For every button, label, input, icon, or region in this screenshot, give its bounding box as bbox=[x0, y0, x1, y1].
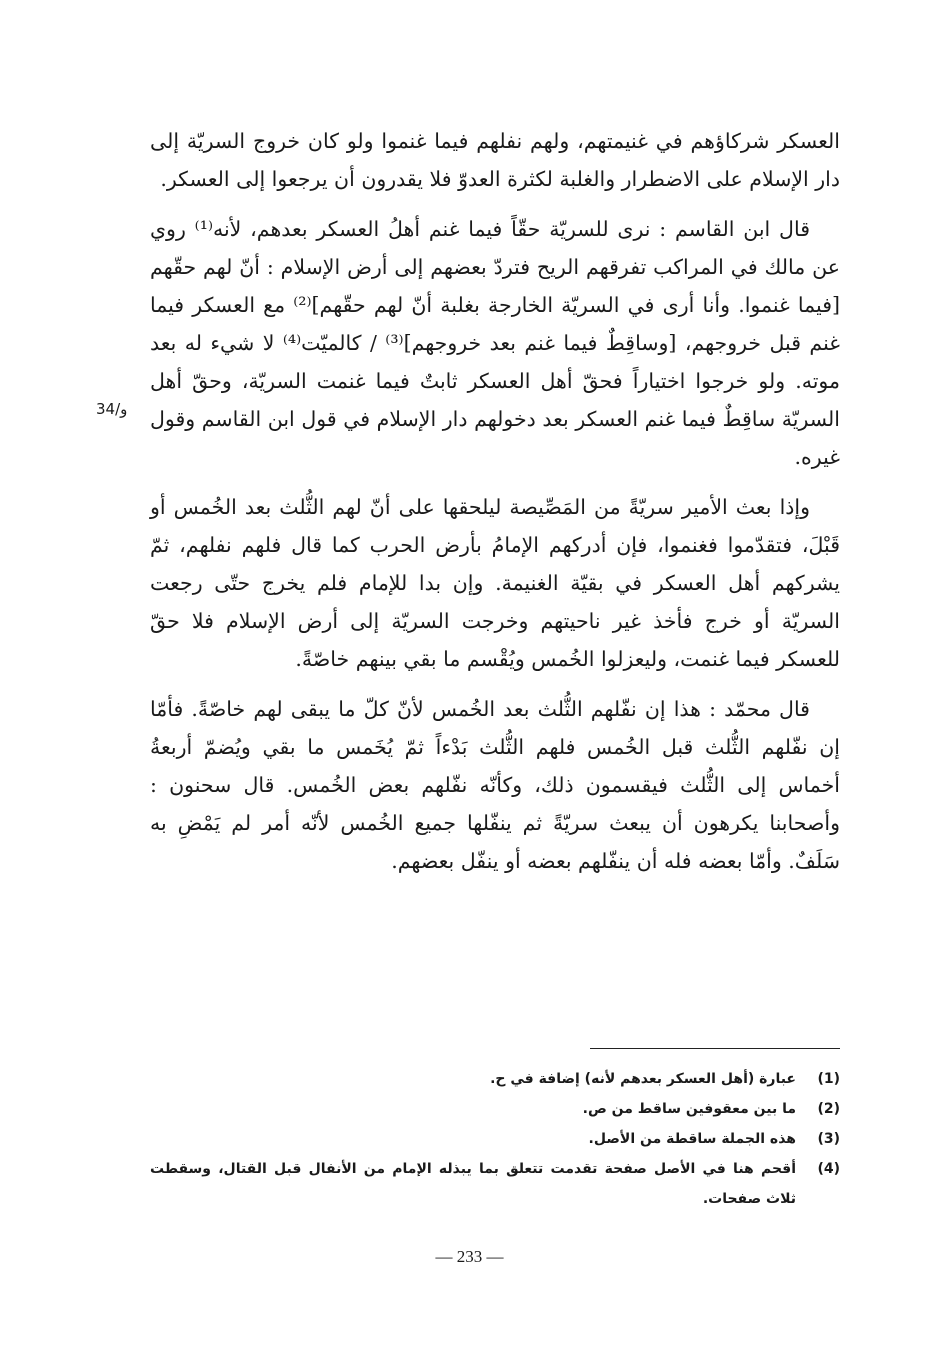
footnote-item bbox=[150, 1094, 840, 1124]
paragraph-3: وإذا بعث الأمير سريّةً من المَصِّيصة ليلحقها على أنّ لهم الثُّلث بعد الخُمس أو قَبْلَ، فتقدّموا فغنموا، فإن أدركهم الإمامُ بأرض الحرب كما قال فلهم نفلهم، ثمّ يشركهم أهل العسكر في بقيّة الغنيمة. وإن بدا للإمام فلم يخرج حتّى رجعت السريّة أو خرج فأخذ غير ناحيتهم وخرجت السريّة إلى أرض الإسلام فلا حقّ للعسكر فيما غنمت، وليعزلوا الخُمس ويُقْسم ما بقي بينهم خاصّةً. bbox=[150, 495, 840, 671]
paragraph-1: العسكر شركاؤهم في غنيمتهم، ولهم نفلهم فيما غنموا ولو كان خروج السريّة إلى دار الإسلام على الاضطرار والغلبة لكثرة العدوّ فلا يقدرون أن يرجعوا إلى العسكر. bbox=[150, 129, 840, 191]
footnote-number: (1) bbox=[817, 1071, 840, 1087]
main-text bbox=[150, 122, 840, 892]
footnote-text: أقحم هنا في الأصل صفحة تقدمت تتعلق بما يبذله الإمام من الأنفال قبل القتال، وسقطت ثلاث صفحات. bbox=[150, 1161, 796, 1207]
footnote-number: (3) bbox=[817, 1131, 840, 1147]
page-number: — 233 — bbox=[435, 1247, 504, 1266]
paragraph-4: قال محمّد : هذا إن نفّلهم الثُّلث بعد الخُمس لأنّ كلّ ما يبقى لهم خاصّةً. فأمّا إن نفّلهم الثُّلث قبل الخُمس فلهم الثُّلث بَدْءاً ثمّ يُخَمس ما بقي ويُضمّ أربعةُ أخماس إلى الثُّلث فيقسمون ذلك، وكأنّه نفّلهم بعض الخُمس. قال سحنون : وأصحابنا يكرهون أن يبعث سريّةً ثم ينفّلها جميع الخُمس لأنّه أمر لم يَمْضِ به سَلَفٌ. وأمّا بعضه فله أن ينفّلهم بعضه أو ينفّل بعضهم. bbox=[150, 697, 840, 873]
footnote-text: ما بين معقوفين ساقط من ص. bbox=[582, 1101, 796, 1117]
footnote-divider bbox=[590, 1048, 840, 1049]
footnote-number: (4) bbox=[817, 1161, 840, 1177]
footnote-number: (2) bbox=[817, 1101, 840, 1117]
footnote-item bbox=[150, 1124, 840, 1154]
paragraph-2: قال ابن القاسم : نرى للسريّة حقّاً فيما غنم أهلُ العسكر بعدهم، لأنه⁽¹⁾ روي عن مالك في المراكب تفرقهم الريح فتردّ بعضهم إلى أرض الإسلام : أنّ لهم حقّهم [فيما غنموا. وأنا أرى في السريّة الخارجة بغلبة أنّ لهم حقّهم]⁽²⁾ مع العسكر فيما غنم قبل خروجهم، [وساقِطٌ فيما غنم بعد خروجهم]⁽³⁾ / كالميّت⁽⁴⁾ لا شيء له بعد موته. ولو خرجوا اختياراً فحقّ أهل العسكر ثابتٌ فيما غنمت السريّة، وحقّ أهل السريّة ساقِطٌ فيما غنم العسكر بعد دخولهم دار الإسلام في قول ابن القاسم وقول غيره. bbox=[150, 217, 841, 469]
footnote-item bbox=[150, 1154, 840, 1214]
folio-margin-note: 34/و bbox=[96, 400, 128, 418]
footnotes bbox=[150, 1064, 840, 1214]
footnote-text: عبارة (أهل العسكر بعدهم لأنه) إضافة في ح. bbox=[490, 1071, 796, 1087]
footnote-item bbox=[150, 1064, 840, 1094]
footnote-text: هذه الجملة ساقطة من الأصل. bbox=[588, 1131, 796, 1147]
